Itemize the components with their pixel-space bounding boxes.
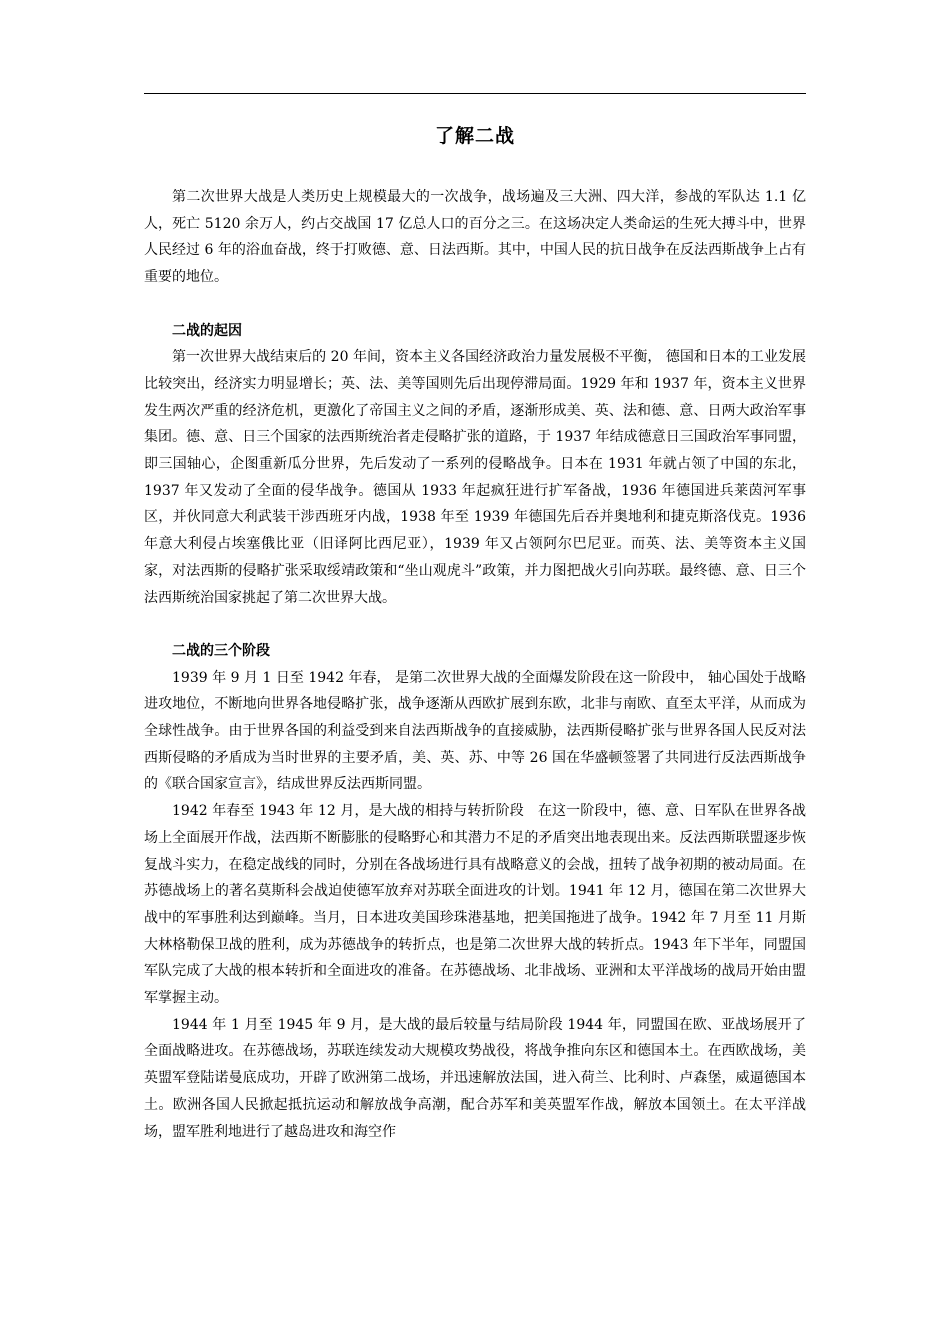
header-rule — [144, 93, 806, 94]
section-heading-stages: 二战的三个阶段 — [172, 642, 270, 659]
causes-paragraph: 第一次世界大战结束后的 20 年间，资本主义各国经济政治力量发展极不平衡， 德国和日本的工业发展比较突出，经济实力明显增长；英、法、美等国则先后出现停滞局面。1929 年和 1937 年，资本主义世界发生两次严重的经济危机，更激化了帝国主义之间的矛盾，逐渐形成美、英、法和德、意、日两大政治军事集团。德、意、日三个国家的法西斯统治者走侵略扩张的道路，于 1937 年结成德意日三国政治军事同盟，即三国轴心，企图重新瓜分世界，先后发动了一系列的侵略战争。日本在 1931 年就占领了中国的东北，1937 年又发动了全面的侵华战争。德国从 1933 年起疯狂进行扩军备战，1936 年德国进兵莱茵河军事区，并伙同意大利武装干涉西班牙内战，1938 年至 1939 年德国先后吞并奥地利和捷克斯洛伐克。1936 年意大利侵占埃塞俄比亚（旧译阿比西尼亚），1939 年又占领阿尔巴尼亚。而英、法、美等资本主义国家，对法西斯的侵略扩张采取绥靖政策和“坐山观虎斗”政策，并力图把战火引向苏联。最终德、意、日三个法西斯统治国家挑起了第二次世界大战。 — [144, 349, 806, 606]
intro-paragraph: 第二次世界大战是人类历史上规模最大的一次战争，战场遍及三大洲、四大洋，参战的军队达 1.1 亿人，死亡 5120 余万人，约占交战国 17 亿总人口的百分之三。在这场决定人类命运的生死大搏斗中，世界人民经过 6 年的浴血奋战，终于打败德、意、日法西斯。其中，中国人民的抗日战争在反法西斯战争上占有重要的地位。 — [144, 189, 806, 286]
stage-paragraph-2: 1942 年春至 1943 年 12 月，是大战的相持与转折阶段 在这一阶段中，德、意、日军队在世界各战场上全面展开作战，法西斯不断膨胀的侵略野心和其潜力不足的矛盾突出地表现出来。反法西斯联盟逐步恢复战斗实力，在稳定战线的同时，分别在各战场进行具有战略意义的会战，扭转了战争初期的被动局面。在苏德战场上的著名莫斯科会战迫使德军放弃对苏联全面进攻的计划。1941 年 12 月，德国在第二次世界大战中的军事胜利达到巅峰。当月，日本进攻美国珍珠港基地，把美国拖进了战争。1942 年 7 月至 11 月斯大林格勒保卫战的胜利，成为苏德战争的转折点，也是第二次世界大战的转折点。1943 年下半年，同盟国军队完成了大战的根本转折和全面进攻的准备。在苏德战场、北非战场、亚洲和太平洋战场的战局开始由盟军掌握主动。 — [144, 803, 806, 1007]
document-body — [144, 184, 806, 1145]
paragraph-spacer — [144, 611, 806, 638]
section-heading-causes: 二战的起因 — [172, 322, 242, 339]
stage-paragraph-3: 1944 年 1 月至 1945 年 9 月，是大战的最后较量与结局阶段 1944 年，同盟国在欧、亚战场展开了全面战略进攻。在苏德战场，苏联连续发动大规模攻势战役，将战争推向东区和德国本土。在西欧战场，美英盟军登陆诺曼底成功，开辟了欧洲第二战场，并迅速解放法国，进入荷兰、比利时、卢森堡，威逼德国本土。欧洲各国人民掀起抵抗运动和解放战争高潮，配合苏军和美英盟军作战，解放本国领土。在太平洋战场，盟军胜利地进行了越岛进攻和海空作 — [144, 1016, 806, 1140]
document-title: 了解二战 — [434, 125, 515, 147]
stage-paragraph-1: 1939 年 9 月 1 日至 1942 年春， 是第二次世界大战的全面爆发阶段在这一阶段中， 轴心国处于战略进攻地位，不断地向世界各地侵略扩张，战争逐渐从西欧扩展到东欧，北非与南欧、直至太平洋，从而成为全球性战争。由于世界各国的利益受到来自法西斯战争的直接威胁，法西斯侵略扩张与世界各国人民反对法西斯侵略的矛盾成为当时世界的主要矛盾，美、英、苏、中等 26 国在华盛顿签署了共同进行反法西斯战争的《联合国家宣言》，结成世界反法西斯同盟。 — [144, 669, 806, 793]
paragraph-spacer — [144, 291, 806, 318]
